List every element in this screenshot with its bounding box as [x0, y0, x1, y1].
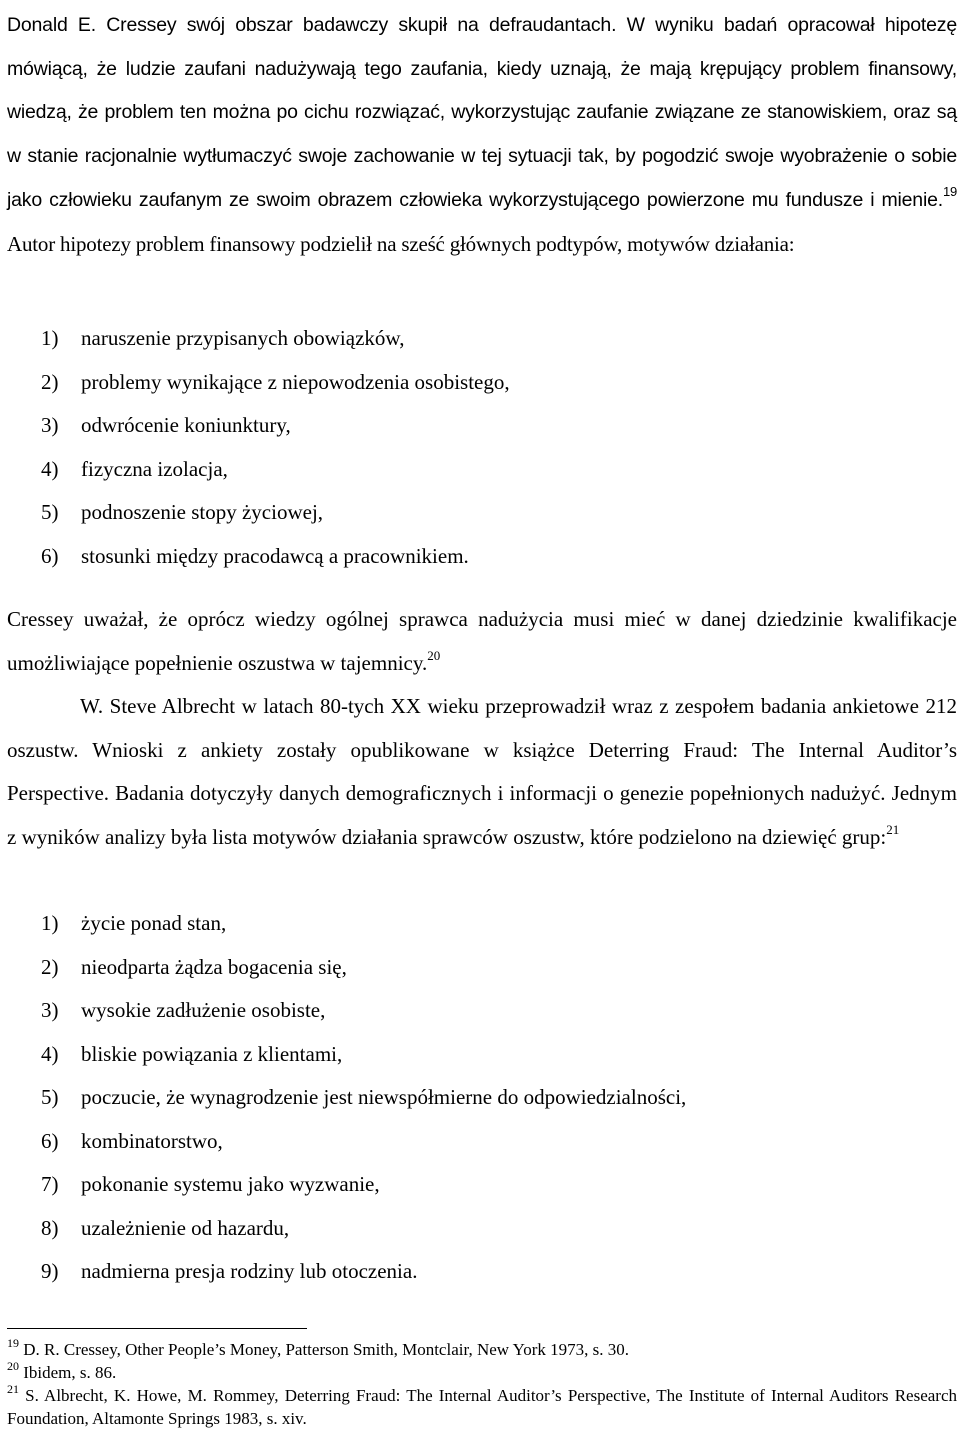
list-item-text: nadmierna presja rodziny lub otoczenia.	[81, 1259, 418, 1283]
list-item	[41, 1207, 941, 1251]
list-item-number: 3)	[41, 998, 59, 1022]
footnote-separator	[7, 1328, 307, 1329]
list-item	[41, 1250, 941, 1294]
list-item	[41, 317, 941, 361]
motives-list-cressey	[41, 317, 941, 578]
list-item-text: problemy wynikające z niepowodzenia osobistego,	[81, 369, 510, 394]
list-item-text: odwrócenie koniunktury,	[81, 413, 291, 437]
list-item-text: fizyczna izolacja,	[81, 456, 228, 481]
list-item	[41, 535, 941, 579]
list-item-number: 4)	[41, 456, 59, 481]
paragraph-text: Cressey uważał, że oprócz wiedzy ogólnej sprawca nadużycia musi mieć w danej dziedzinie kwalifikacje umożliwiające popełnienie oszustwa w tajemnicy.	[7, 607, 957, 675]
list-item-number: 7)	[41, 1172, 59, 1196]
list-item-number: 2)	[41, 954, 59, 979]
footnote-20	[7, 1361, 957, 1384]
list-item	[41, 1120, 941, 1164]
motives-list-albrecht	[41, 902, 941, 1294]
list-item-text: uzależnienie od hazardu,	[81, 1215, 290, 1240]
footnote-number: 20	[7, 1359, 19, 1373]
footnote-19	[7, 1338, 957, 1361]
paragraph-tail: Autor hipotezy problem finansowy podzielił na sześć głównych podtypów, motywów działania:	[7, 231, 795, 256]
list-item	[41, 404, 941, 448]
list-item-number: 9)	[41, 1259, 59, 1283]
list-item-text: naruszenie przypisanych obowiązków,	[81, 326, 405, 350]
footnote-text: S. Albrecht, K. Howe, M. Rommey, Deterring Fraud: The Internal Auditor’s Perspective, The Institute of Internal Auditors Research Foundation, Altamonte Springs 1983, s. xiv.	[7, 1386, 957, 1428]
list-item-number: 2)	[41, 369, 59, 394]
footnotes	[7, 1338, 957, 1430]
list-item-number: 1)	[41, 911, 59, 935]
footnote-text: Ibidem, s. 86.	[19, 1363, 117, 1382]
paragraph-text: W. Steve Albrecht w latach 80-tych XX wieku przeprowadził wraz z zespołem badania ankietowe 212 oszustw. Wnioski z ankiety zostały opublikowane w książce Deterring Fraud: The Internal Auditor’s Perspective. Badania dotyczyły danych demograficznych i informacji o genezie popełnionych nadużyć. Jednym z wyników analizy była lista motywów działania sprawców oszustw, które podzielono na dziewięć grup:	[7, 694, 957, 849]
paragraph-cressey-qualifications	[7, 598, 957, 685]
footnote-text: D. R. Cressey, Other People’s Money, Patterson Smith, Montclair, New York 1973, s. 30.	[19, 1340, 630, 1359]
list-item-text: życie ponad stan,	[81, 911, 227, 935]
list-item-text: nieodparta żądza bogacenia się,	[81, 954, 347, 979]
list-item	[41, 989, 941, 1033]
list-item	[41, 1076, 941, 1120]
list-item-number: 5)	[41, 1085, 59, 1109]
footnote-21	[7, 1384, 957, 1430]
list-item-number: 6)	[41, 1128, 59, 1153]
list-item-text: wysokie zadłużenie osobiste,	[81, 998, 326, 1022]
footnote-ref-20: 20	[427, 647, 441, 663]
list-item-text: poczucie, że wynagrodzenie jest niewspółmierne do odpowiedzialności,	[81, 1085, 687, 1109]
list-item-text: bliskie powiązania z klientami,	[81, 1041, 343, 1066]
list-item	[41, 1163, 941, 1207]
footnote-number: 19	[7, 1336, 19, 1350]
list-item-number: 6)	[41, 543, 59, 568]
paragraph-text: Donald E. Cressey swój obszar badawczy skupił na defraudantach. W wyniku badań opracował hipotezę mówiącą, że ludzie zaufani nadużywają tego zaufania, kiedy uznają, że mają krępujący problem finansowy, wiedzą, że problem ten można po cichu rozwiązać, wykorzystując zaufanie związane ze stanowiskiem, oraz są w stanie racjonalnie wytłumaczyć swoje zachowanie w tej sytuacji tak, by pogodzić swoje wyobrażenie o sobie jako człowieku zaufanym ze swoim obrazem człowieka wykorzystującego powierzone mu fundusze i mienie.	[7, 14, 957, 211]
list-item	[41, 1033, 941, 1077]
list-item	[41, 902, 941, 946]
list-item-text: podnoszenie stopy życiowej,	[81, 500, 324, 524]
paragraph-cressey-hypothesis	[7, 4, 957, 267]
paragraph-albrecht-study	[7, 685, 957, 859]
list-item-text: kombinatorstwo,	[81, 1128, 223, 1153]
document-page	[7, 0, 957, 1444]
footnote-ref-19: 19	[942, 184, 957, 199]
footnote-ref-21: 21	[886, 821, 900, 837]
list-item	[41, 946, 941, 990]
list-item-text: pokonanie systemu jako wyzwanie,	[81, 1172, 380, 1196]
list-item-number: 1)	[41, 326, 59, 350]
list-item-number: 8)	[41, 1215, 59, 1240]
list-item-number: 5)	[41, 500, 59, 524]
list-item	[41, 448, 941, 492]
list-item-number: 3)	[41, 413, 59, 437]
list-item	[41, 491, 941, 535]
footnote-number: 21	[7, 1382, 19, 1396]
list-item-text: stosunki między pracodawcą a pracownikiem.	[81, 543, 469, 568]
list-item-number: 4)	[41, 1041, 59, 1066]
list-item	[41, 361, 941, 405]
